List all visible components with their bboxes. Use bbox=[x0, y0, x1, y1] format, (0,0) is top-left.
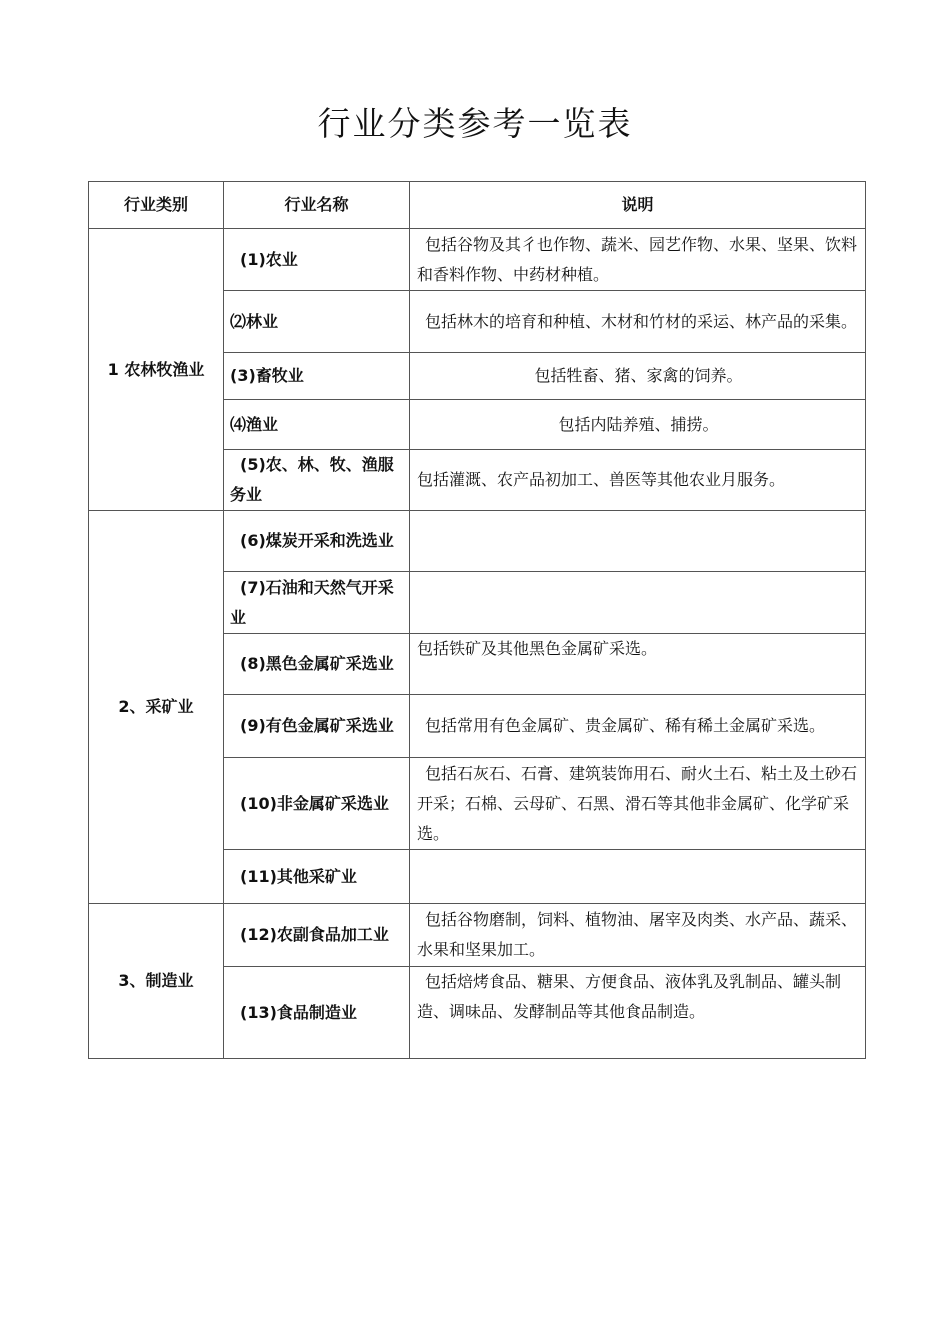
header-name: 行业名称 bbox=[224, 182, 410, 229]
industry-name: (10)非金属矿采选业 bbox=[224, 758, 410, 850]
industry-name: (6)煤炭开采和洗选业 bbox=[224, 511, 410, 572]
industry-name: (11)其他采矿业 bbox=[224, 850, 410, 904]
industry-name: (8)黑色金属矿采选业 bbox=[224, 634, 410, 695]
header-category: 行业类别 bbox=[89, 182, 224, 229]
table-row bbox=[89, 229, 866, 291]
industry-description: 包括谷物及其彳也作物、蔬米、园艺作物、水果、坚果、饮料和香料作物、中药材种植。 bbox=[410, 229, 866, 291]
industry-name: ⑵林业 bbox=[224, 291, 410, 353]
industry-description: 包括焙烤食品、糖果、方便食品、液体乳及乳制品、罐头制造、调味品、发酵制品等其他食品制造。 bbox=[410, 967, 866, 1059]
category-cell: 2、采矿业 bbox=[89, 511, 224, 904]
industry-name: (5)农、林、牧、渔服务业 bbox=[224, 450, 410, 511]
category-cell: 3、制造业 bbox=[89, 904, 224, 1059]
industry-name: (13)食品制造业 bbox=[224, 967, 410, 1059]
industry-description bbox=[410, 511, 866, 572]
table-row bbox=[89, 511, 866, 572]
header-description: 说明 bbox=[410, 182, 866, 229]
industry-description: 包括内陆养殖、捕捞。 bbox=[410, 400, 866, 450]
industry-name: (12)农副食品加工业 bbox=[224, 904, 410, 967]
industry-description: 包括灌溉、农产品初加工、兽医等其他农业月服务。 bbox=[410, 450, 866, 511]
industry-description: 包括石灰石、石膏、建筑装饰用石、耐火土石、粘土及土砂石开采；石棉、云母矿、石黑、滑石等其他非金属矿、化学矿采选。 bbox=[410, 758, 866, 850]
industry-description: 包括谷物磨制，饲料、植物油、屠宰及肉类、水产品、蔬采、水果和坚果加工。 bbox=[410, 904, 866, 967]
table-header-row bbox=[89, 182, 866, 229]
category-cell: 1 农林牧渔业 bbox=[89, 229, 224, 511]
industry-description bbox=[410, 572, 866, 634]
industry-name: (7)石油和天然气开采业 bbox=[224, 572, 410, 634]
industry-name: ⑷渔业 bbox=[224, 400, 410, 450]
industry-description: 包括铁矿及其他黑色金属矿采选。 bbox=[410, 634, 866, 695]
page-title: 行业分类参考一览表 bbox=[317, 104, 633, 143]
industry-description bbox=[410, 850, 866, 904]
industry-description: 包括常用有色金属矿、贵金属矿、稀有稀土金属矿采选。 bbox=[410, 695, 866, 758]
industry-description: 包括林木的培育和种植、木材和竹材的采运、林产品的采集。 bbox=[410, 291, 866, 353]
industry-table bbox=[88, 181, 866, 1059]
industry-name: (1)农业 bbox=[224, 229, 410, 291]
industry-description: 包括牲畜、猪、家禽的饲养。 bbox=[410, 353, 866, 400]
table-row bbox=[89, 904, 866, 967]
industry-name: (3)畜牧业 bbox=[224, 353, 410, 400]
industry-name: (9)有色金属矿采选业 bbox=[224, 695, 410, 758]
